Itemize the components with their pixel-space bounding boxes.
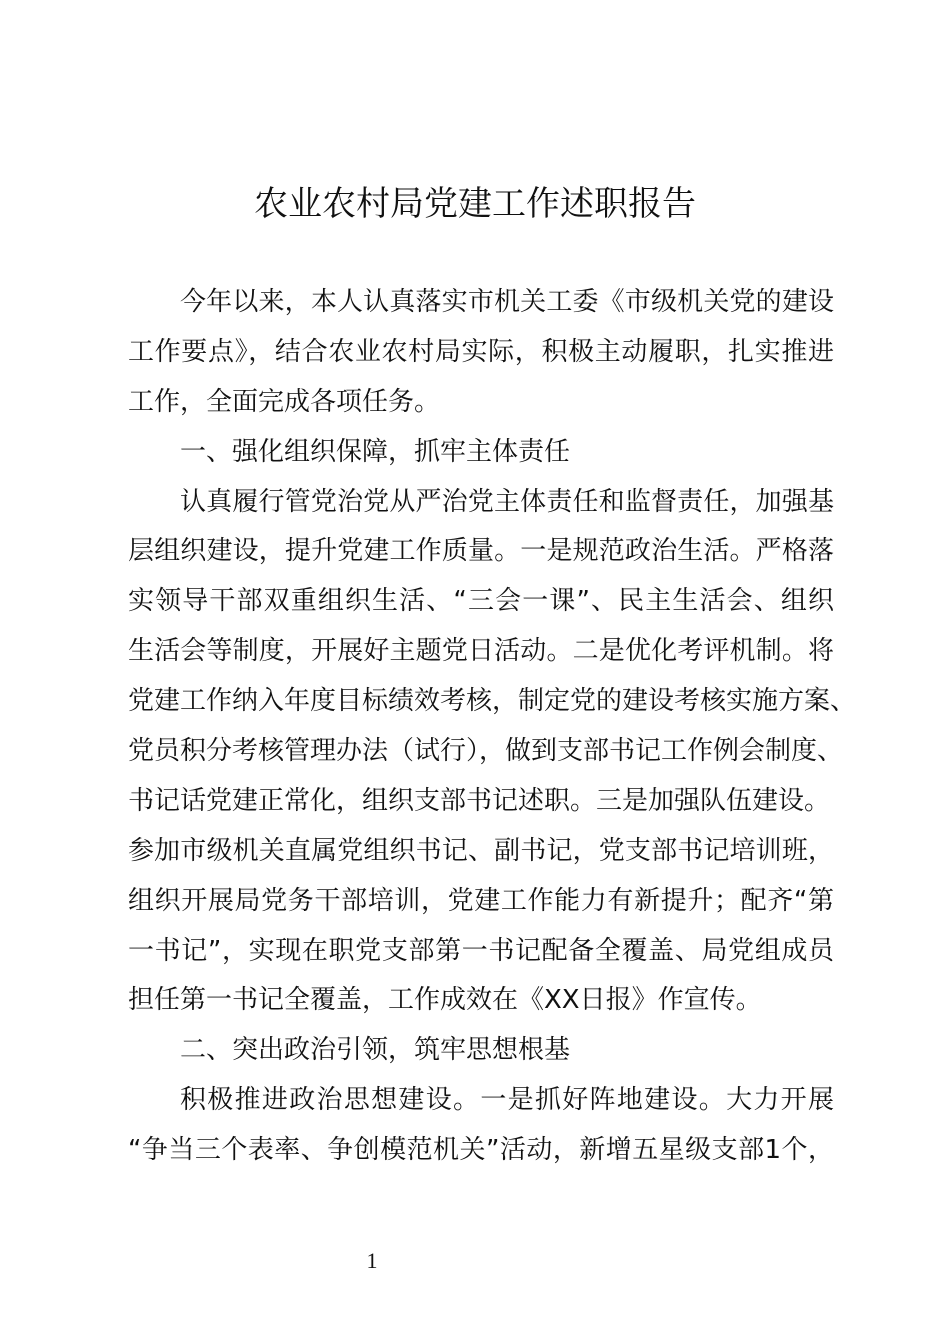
paragraph-section-1: [128, 478, 857, 1027]
heading-line: 一、强化组织保障，抓牢主体责任: [180, 436, 571, 467]
text-line: 认真履行管党治党从严治党主体责任和监督责任，加强基: [180, 486, 834, 517]
text-line: 层组织建设，提升党建工作质量。一是规范政治生活。严格落: [128, 536, 834, 567]
page-number: 1: [366, 1248, 378, 1273]
text-line: 今年以来，本人认真落实市机关工委《市级机关党的建设: [180, 287, 834, 317]
section-heading-2: [128, 1026, 834, 1076]
document-body: [128, 278, 857, 1176]
paragraph-intro: [128, 278, 834, 428]
text-line: 参加市级机关直属党组织书记、副书记，党支部书记培训班，: [128, 835, 834, 866]
heading-line: 二、突出政治引领，筑牢思想根基: [180, 1035, 571, 1066]
section-heading-1: [128, 428, 834, 478]
text-line: 一书记”，实现在职党支部第一书记配备全覆盖、局党组成员: [128, 935, 834, 966]
text-line: “争当三个表率、争创模范机关”活动，新增五星级支部1个，: [128, 1135, 834, 1166]
text-line: 生活会等制度，开展好主题党日活动。二是优化考评机制。将: [128, 636, 834, 667]
text-line: 工作，全面完成各项任务。: [128, 386, 441, 417]
text-line: 积极推进政治思想建设。一是抓好阵地建设。大力开展: [180, 1085, 834, 1116]
text-line: 党员积分考核管理办法（试行），做到支部书记工作例会制度、: [128, 736, 844, 767]
text-line: 担任第一书记全覆盖，工作成效在《XX日报》作宣传。: [128, 985, 762, 1016]
text-line: 党建工作纳入年度目标绩效考核，制定党的建设考核实施方案、: [128, 686, 857, 717]
text-line: 实领导干部双重组织生活、“三会一课”、民主生活会、组织: [128, 586, 834, 617]
paragraph-section-2: [128, 1076, 834, 1176]
text-line: 书记话党建正常化，组织支部书记述职。三是加强队伍建设。: [128, 785, 831, 816]
text-line: 工作要点》，结合农业农村局实际，积极主动履职，扎实推进: [128, 336, 834, 367]
document-title: 农业农村局党建工作述职报告: [254, 184, 696, 224]
text-line: 组织开展局党务干部培训，党建工作能力有新提升；配齐“第: [128, 885, 834, 916]
